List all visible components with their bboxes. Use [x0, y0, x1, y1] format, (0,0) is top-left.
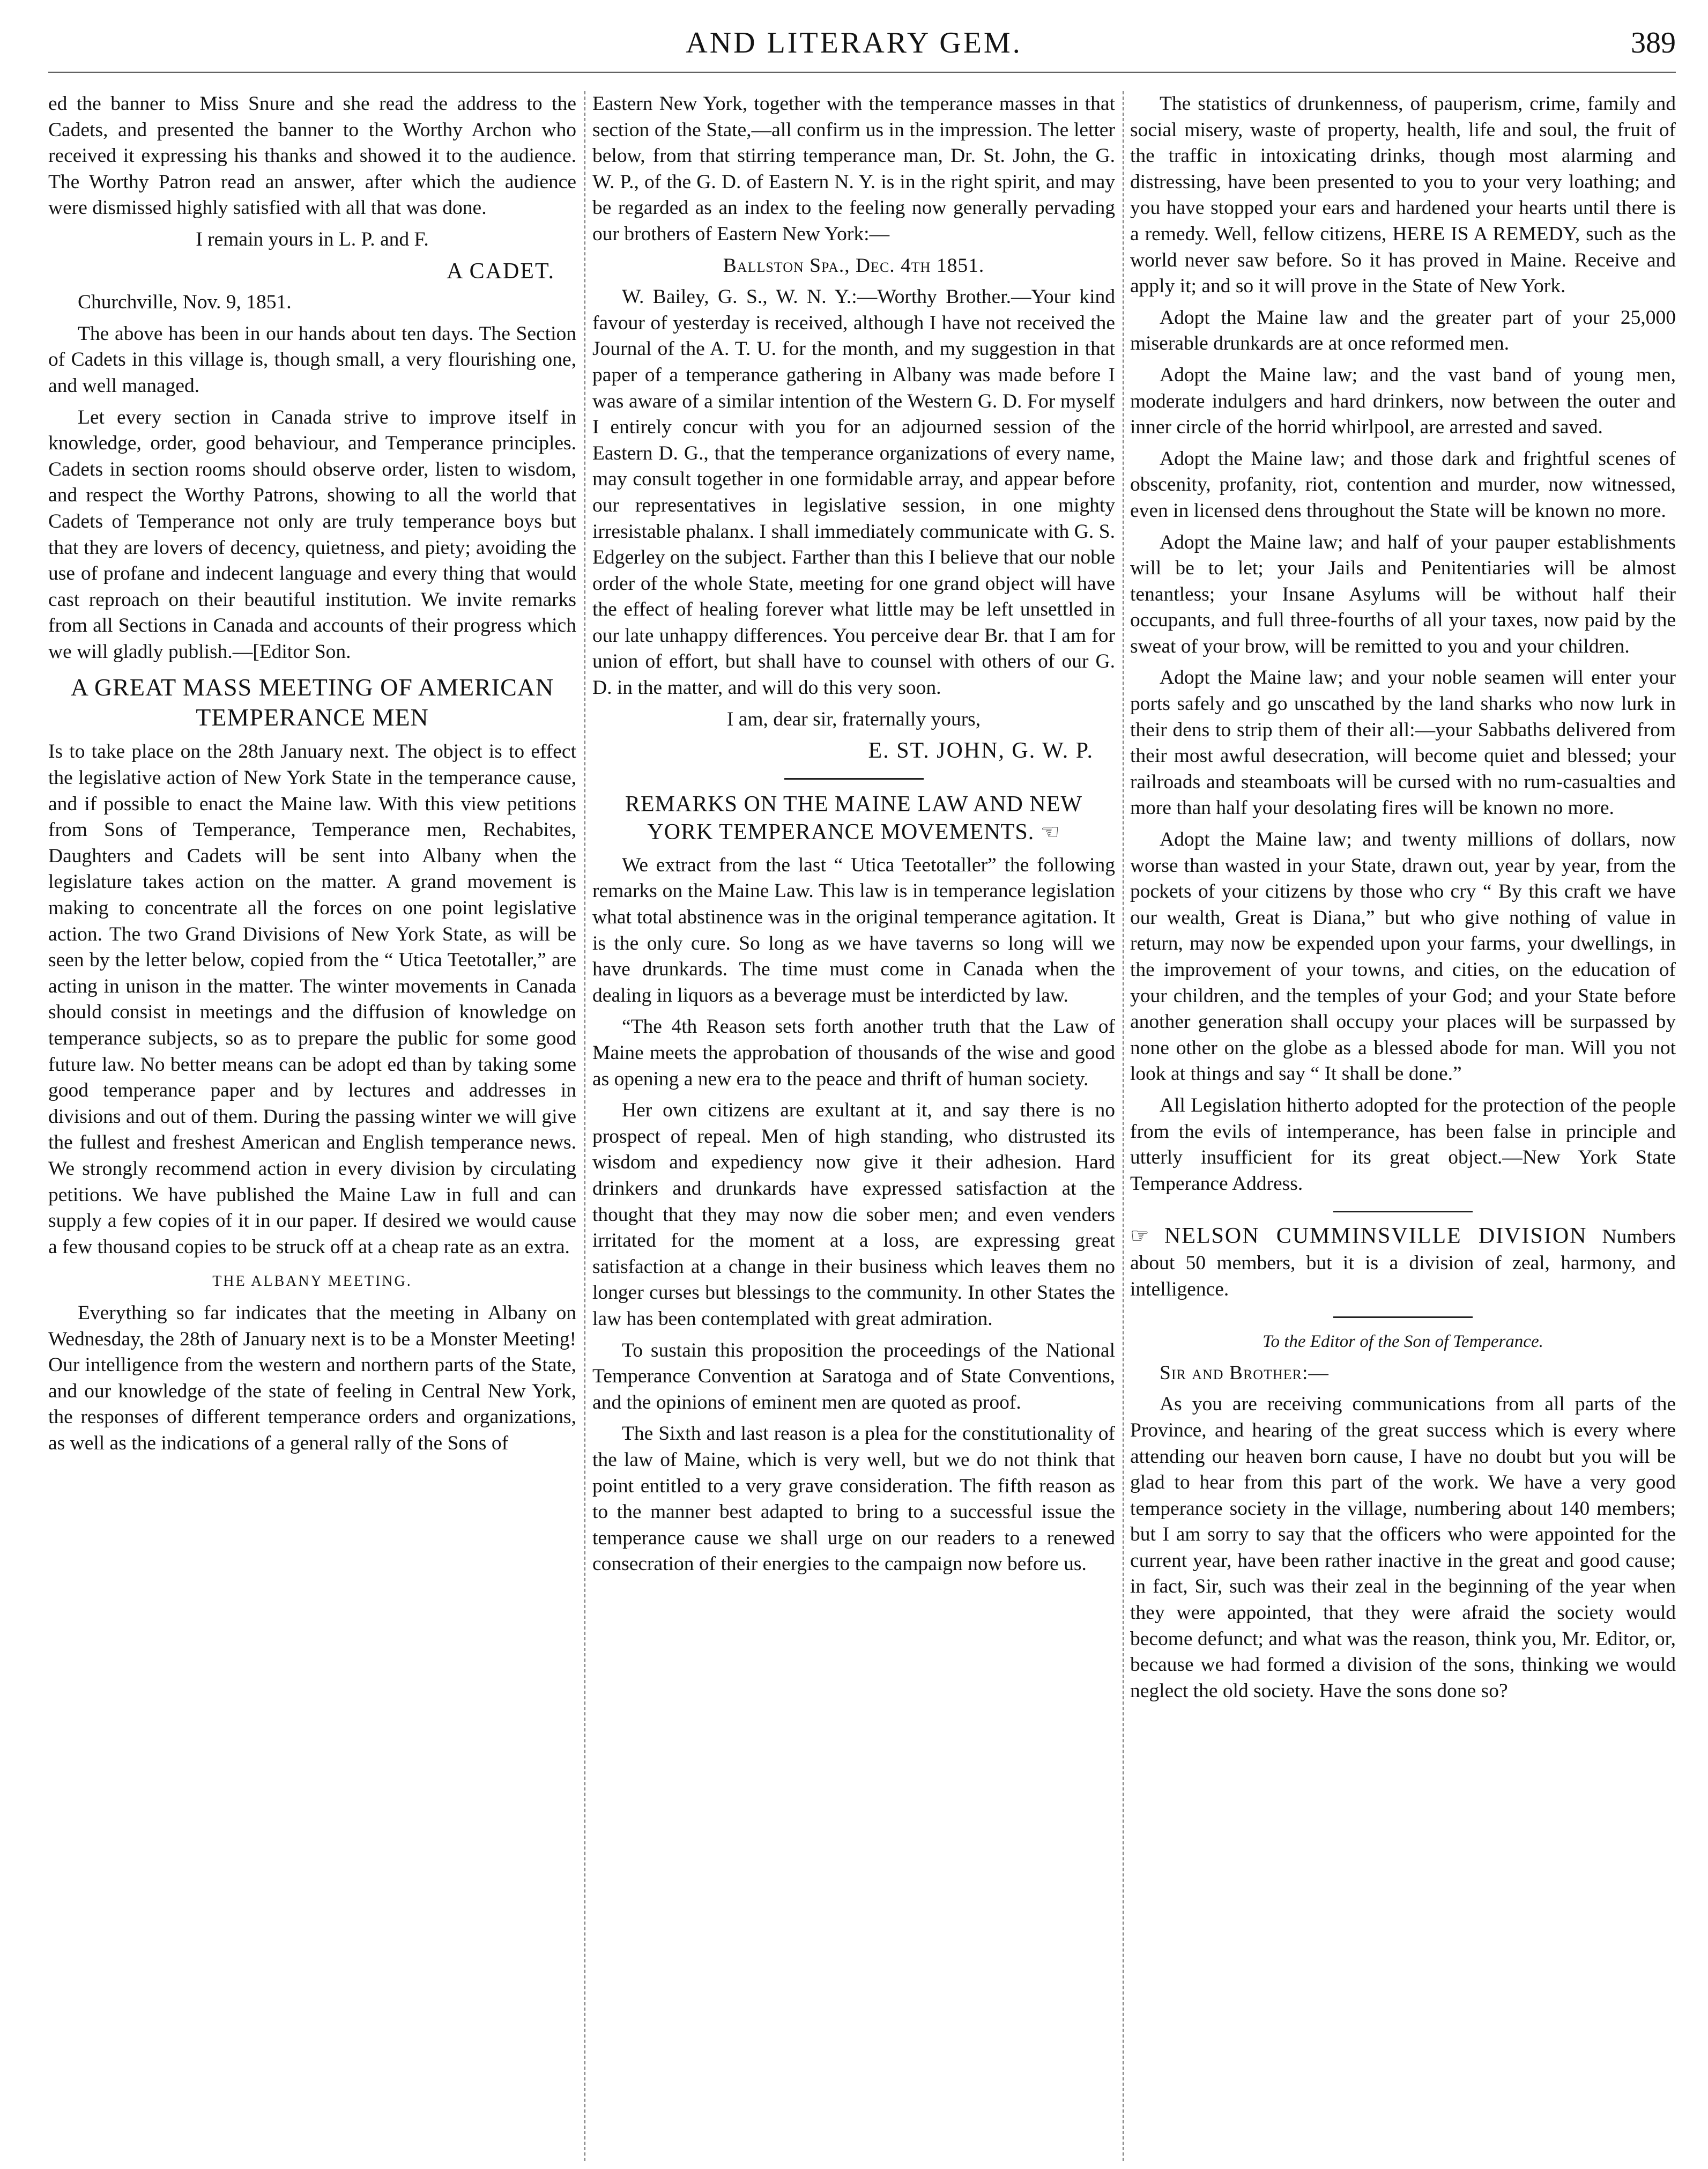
section-subhead: THE ALBANY MEETING. [212, 1273, 412, 1290]
letter-heading: To the Editor of the Son of Temperance. [1263, 1332, 1543, 1352]
paragraph: Adopt the Maine law; and twenty millions of dollars, now worse than wasted in your State, drawn out, year by year, from the pockets of your citizens by those who cry “ By this craft we have our wealth, Great is Diana,” but who give nothing of value in return, may now be expended upon your farms, your dwellings, in the improvement of your towns, and cities, on the education of your children, and the temples of your God; and your State before another generation shall occupy your places will be surpassed by none other on the globe as a blessed abode for man. Will you not look at things and say “ It shall be done.” [1130, 828, 1676, 1085]
letter-closing: I am, dear sir, fraternally yours, [726, 708, 981, 730]
dateline: Ballston Spa., Dec. 4th 1851. [723, 254, 985, 277]
paragraph: “The 4th Reason sets forth another truth that the Law of Maine meets the approbation of thousands of the wise and good as opening a new era to the peace and thrift of human society. [592, 1016, 1115, 1090]
column-divider [584, 91, 585, 2161]
letter-signature: A CADET. [447, 258, 555, 284]
paragraph: Adopt the Maine law; and half of your pauper establishments will be to let; your Jails and Penitentiaries will be almost tenantless; your Insane Asylums will be without half their occupants, and full three-fourths of all your taxes, now paid by the sweat of your brow, will be remitted to you and your children. [1130, 531, 1676, 657]
dateline: Churchville, Nov. 9, 1851. [78, 291, 292, 314]
column-left [48, 91, 576, 2161]
article-headline [592, 790, 1115, 846]
column-middle [592, 91, 1115, 2161]
paragraph: The statistics of drunkenness, of pauperism, crime, family and social misery, waste of property, health, life and soul, the fruit of the traffic in intoxicating drinks, though most alarming and distressing, have been presented to you to your very loathing; and you have stopped your ears and hardened your hearts until there is a remedy. Well, fellow citizens, HERE IS A REMEDY, such as the world never saw before. So it has proved in Maine. Receive and apply it; and so it will prove in the State of New York. [1130, 93, 1676, 298]
paragraph: Let every section in Canada strive to improve itself in knowledge, order, good behaviour, and Temperance principles. Cadets in section rooms should observe order, listen to wisdom, and respect the Worthy Patrons, showing to all the world that Cadets of Temperance not only are truly temperance boys but that they are lovers of decency, quietness, and piety; avoiding the use of profane and indecent language and every thing that would cast reproach on their beautiful institution. We invite remarks from all Sections in Canada and accounts of their progress which we will gladly publish.—[Editor Son. [48, 406, 576, 663]
division-notice [1130, 1223, 1676, 1302]
paragraph: Adopt the Maine law; and those dark and frightful scenes of obscenity, profanity, riot, contention and murder, now witnessed, even in licensed dens throughout the State will be known no more. [1130, 447, 1676, 522]
column-divider [1123, 91, 1124, 2161]
column-right [1130, 91, 1676, 2161]
page-header [0, 0, 1708, 70]
letter-body: W. Bailey, G. S., W. N. Y.:—Worthy Brother.—Your kind favour of yesterday is received, although I have not received the Journal of the A. T. U. for the month, and my suggestion in that paper of a temperance gathering in Albany was made before I was aware of a similar intention of the Western G. D. For myself I entirely concur with you for an adjourned session of the Eastern D. G., that the temperance organizations of every name, may consult together in one formidable array, and appear before our representatives in legislative session, in one mighty irresistable phalanx. I shall immediately communicate with G. S. Edgerley on the subject. Farther than this I believe that our noble order of the whole State, meeting for one grand object will have the effect of healing forever what little may be left unsettled in our late unhappy differences. You perceive dear Br. that I am for union of effort, but shall have to counsel with others of our G. D. in the matter, and will do this very soon. [592, 286, 1115, 699]
paragraph: We extract from the last “ Utica Teetotaller” the following remarks on the Maine Law. This law is in temperance legislation what total abstinence was in the original temperance agitation. It is the only cure. So long as we have taverns so long will we have drunkards. The time must come in Canada when the dealing in liquors as a beverage must be interdicted by law. [592, 854, 1115, 1006]
paragraph: Her own citizens are exultant at it, and say there is no prospect of repeal. Men of high standing, who distrusted its wisdom and expediency now give it their adhesion. Hard drinkers and drunkards have expressed satisfaction at the thought that they may now die sober men; and even venders irritated for the moment at a loss, are expressing great satisfaction at a change in their business which leaves them no longer curses but blessings to the community. In other States the law has been contemplated with great admiration. [592, 1099, 1115, 1330]
paragraph: Adopt the Maine law; and the vast band of young men, moderate indulgers and hard drinkers, now between the outer and inner circle of the horrid whirlpool, are arrested and saved. [1130, 364, 1676, 439]
section-rule [1333, 1316, 1473, 1318]
section-rule [1333, 1211, 1473, 1212]
page-number: 389 [1631, 26, 1676, 60]
paragraph: Adopt the Maine law; and your noble seamen will enter your ports safely and go unscathed by the land sharks who now lurk in their dens to strip them of their all:—your Sabbaths delivered from their most awful desecration, will become quiet and blessed; your railroads and steamboats will be cursed with no rum-casualties and more than half your desolating fires will be known no more. [1130, 667, 1676, 819]
paragraph: The Sixth and last reason is a plea for the constitutionality of the law of Maine, which is very well, but we do not think that point entitled to a very grave consideration. The fifth reason as to the manner best adapted to bring to a successful issue the temperance cause we shall urge on our readers to a renewed consecration of their energies to the campaign now before us. [592, 1423, 1115, 1575]
paragraph: Everything so far indicates that the meeting in Albany on Wednesday, the 28th of January next is to be a Monster Meeting! Our intelligence from the western and northern parts of the State, and our knowledge of the state of feeling in Central New York, the responses of different temperance orders and organizations, as well as the indications of a general rally of the Sons of [48, 1301, 576, 1454]
running-title: AND LITERARY GEM. [686, 26, 1022, 60]
paragraph: As you are receiving communications from all parts of the Province, and hearing of the great success which is every where attending our heaven born cause, I have no doubt but you will be glad to hear from this part of the work. We have a very good temperance society in the village, numbering about 140 members; but I am sorry to say that the officers who were appointed for the current year, have been rather inactive in the great and good cause; in fact, Sir, such was their zeal in the beginning of the year when they were appointed, that they were afraid the society would become defunct; and what was the reason, think you, Mr. Editor, or, because we had formed a division of the sons, thinking we would neglect the old society. Have the sons done so? [1130, 1393, 1676, 1702]
paragraph: Adopt the Maine law and the greater part of your 25,000 miserable drunkards are at once reformed men. [1130, 306, 1676, 355]
paragraph: To sustain this proposition the proceedings of the National Temperance Convention at Saratoga and of State Conventions, and the opinions of eminent men are quoted as proof. [592, 1339, 1115, 1413]
article-headline: A GREAT MASS MEETING OF AMERICAN TEMPERANCE MEN [70, 673, 554, 731]
pointing-hand-icon: ☜ [1040, 819, 1060, 844]
paragraph: Eastern New York, together with the temperance masses in that section of the State,—all confirm us in the impression. The letter below, from that stirring temperance man, Dr. St. John, the G. W. P., of the G. D. of Eastern N. Y. is in the right spirit, and may be regarded as an index to the feeling now generally pervading our brothers of Eastern New York:— [592, 93, 1115, 245]
letter-signature: E. ST. JOHN, G. W. P. [868, 738, 1094, 764]
division-text: Numbers about 50 members, but it is a division of zeal, harmony, and intelligence. [1130, 1226, 1676, 1300]
paragraph: ed the banner to Miss Snure and she read the address to the Cadets, and presented the banner to the Worthy Archon who received it expressing his thanks and showed it to the audience. The Worthy Patron read an answer, after which the audience were dismissed highly satisfied with all that was done. [48, 93, 576, 219]
division-heading: NELSON CUMMINSVILLE DIVISION [1164, 1224, 1587, 1249]
salutation: Sir and Brother:— [1160, 1361, 1329, 1384]
pointing-hand-icon: ☞ [1130, 1224, 1149, 1248]
headline-text: REMARKS ON THE MAINE LAW AND NEW YORK TEMPERANCE MOVEMENTS. [625, 791, 1083, 845]
section-rule [784, 778, 924, 780]
letter-closing: I remain yours in L. P. and F. [196, 228, 429, 250]
paragraph: All Legislation hitherto adopted for the protection of the people from the evils of intemperance, has been false in principle and utterly insufficient for its great object.—New York State Temperance Address. [1130, 1094, 1676, 1195]
paragraph: Is to take place on the 28th January next. The object is to effect the legislative action of New York State in the temperance cause, and if possible to enact the Maine law. With this view petitions from Sons of Temperance, Temperance men, Rechabites, Daughters and Cadets will be sent into Albany when the legislature takes action on the matter. A grand movement is making to concentrate all the forces on one point legislative action. The two Grand Divisions of New York State, as will be seen by the letter below, copied from the “ Utica Teetotaller,” are acting in unison in the matter. The winter movements in Canada should consist in meetings and the diffusion of knowledge on temperance subjects, so as to prepare the public for some good future law. No better means can be adopt ed than by taking some good temperance paper and by lectures and addresses in divisions and out of them. During the passing winter we will give the fullest and freshest American and English temperance news. We strongly recommend action in every division by circulating petitions. We have published the Maine Law in full and can supply a few copies of it in our paper. If desired we would cause a few thousand copies to be struck off at a cheap rate as an extra. [48, 741, 576, 1258]
header-rule [48, 71, 1676, 73]
paragraph: The above has been in our hands about ten days. The Section of Cadets in this village is, though small, a very flourishing one, and well managed. [48, 322, 576, 397]
